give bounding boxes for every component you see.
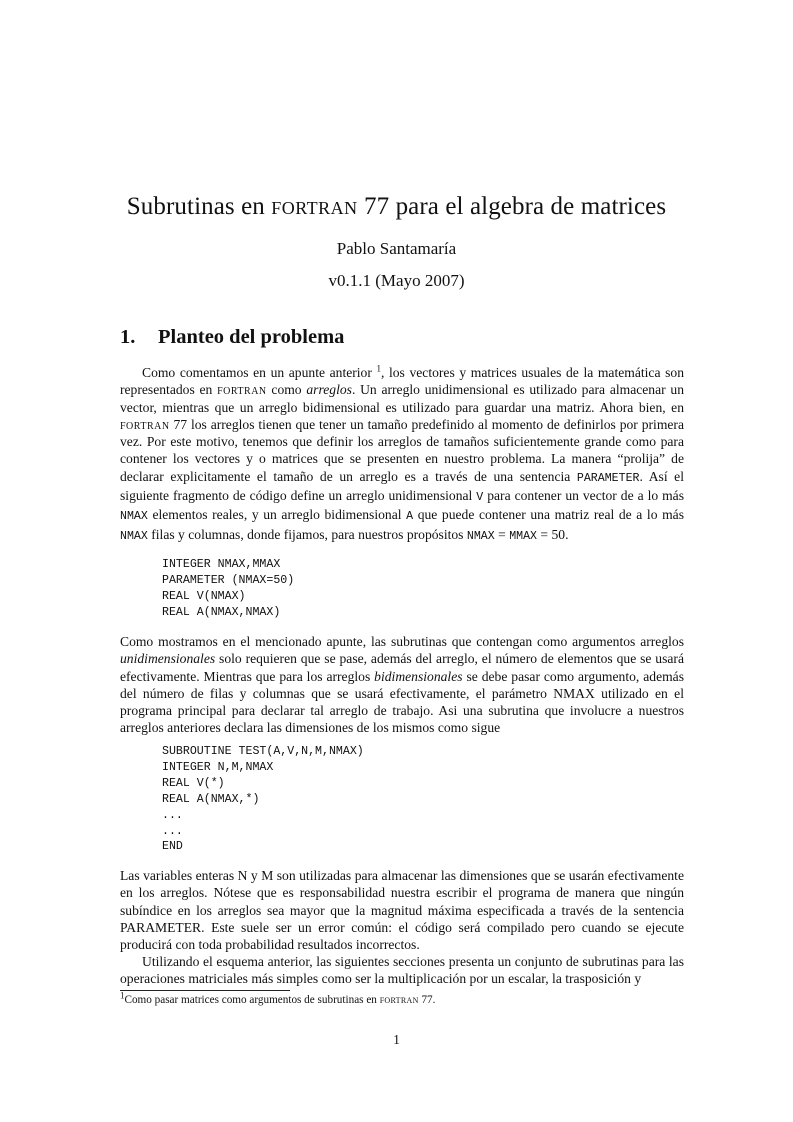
code-block-declarations: INTEGER NMAX,MMAX PARAMETER (NMAX=50) REAL V(NMAX) REAL A(NMAX,NMAX)	[162, 558, 295, 619]
version-date: v0.1.1 (Mayo 2007)	[328, 271, 465, 290]
paragraph-subroutines: Como mostramos en el mencionado apunte, las subrutinas que contengan como argumentos arreglos unidimensionales solo requieren que se pase, además del arreglo, el número de elementos que se usará efectivamente. Mientras que para los arreglos bidimensionales se debe pasar como argumento, además del número de filas y columnas que se usará efectivamente, el parámetro NMAX utilizado en el programa principal para declarar tal arreglo de trabajo. Asi una subrutina que involucre a nuestros arreglos anteriores declara las dimensiones de los mismos como sigue	[120, 634, 684, 736]
page-number: 1	[393, 1032, 400, 1047]
section-title: Planteo del problema	[158, 326, 345, 348]
footnote-marker: 1	[376, 363, 381, 374]
section-number: 1.	[120, 326, 136, 348]
paragraph-variables: Las variables enteras N y M son utilizadas para almacenar las dimensiones que se usarán efectivamente en los arreglos. Nótese que es responsabilidad nuestra escribir el programa de manera que ningún subíndice en los arreglos sea mayor que la magnitud máxima especificada a través de la sentencia PARAMETER. Este suele ser un error común: el código será compilado pero cuando se ejecute producirá con toda probabilidad resultados incorrectos.	[120, 868, 684, 953]
footnote: $^1$Como pasar matrices como argumentos de subrutinas en fortran 77.	[120, 990, 436, 1006]
author: Pablo Santamaría	[336, 239, 457, 258]
section-heading	[120, 326, 344, 349]
code-block-subroutine: SUBROUTINE TEST(A,V,N,M,NMAX) INTEGER N,M,NMAX REAL V(*) REAL A(NMAX,*) ... ... END	[162, 745, 364, 854]
paragraph-next-sections: Utilizando el esquema anterior, las siguientes secciones presenta un conjunto de subrutinas para las operaciones matriciales más simples como ser la multiplicación por un escalar, la trasposición y	[120, 954, 684, 987]
fortran-smallcaps: fortran	[271, 193, 358, 220]
paragraph-intro: Como comentamos en un apunte anterior $^1$, los vectores y matrices usuales de la matemática son representados en fortran como arreglos. Un arreglo unidimensional es utilizado para almacenar un vector, mientras que un arreglo bidimensional es utilizado para guardar una matriz. Ahora bien, en fortran 77 los arreglos tienen que tener un tamaño predefinido al momento de definirlos por primera vez. Por este motivo, tenemos que definir los arreglos de tamaños suficientemente grande como para contener los vectores y o matrices que se presenten en nuestro problema. La manera “prolija” de declarar explicitamente el tamaño de un arreglo es a través de una sentencia PARAMETER. Así el siguiente fragmento de código define un arreglo unidimensional V para contener un vector de a lo más NMAX elementos reales, y un arreglo bidimensional A que puede contener una matriz real de a lo más NMAX filas y columnas, donde fijamos, para nuestros propósitos NMAX = MMAX = 50.	[120, 363, 685, 543]
footnote-divider	[120, 990, 290, 991]
document-title: Subrutinas en fortran 77 para el algebra de matrices	[126, 193, 667, 220]
